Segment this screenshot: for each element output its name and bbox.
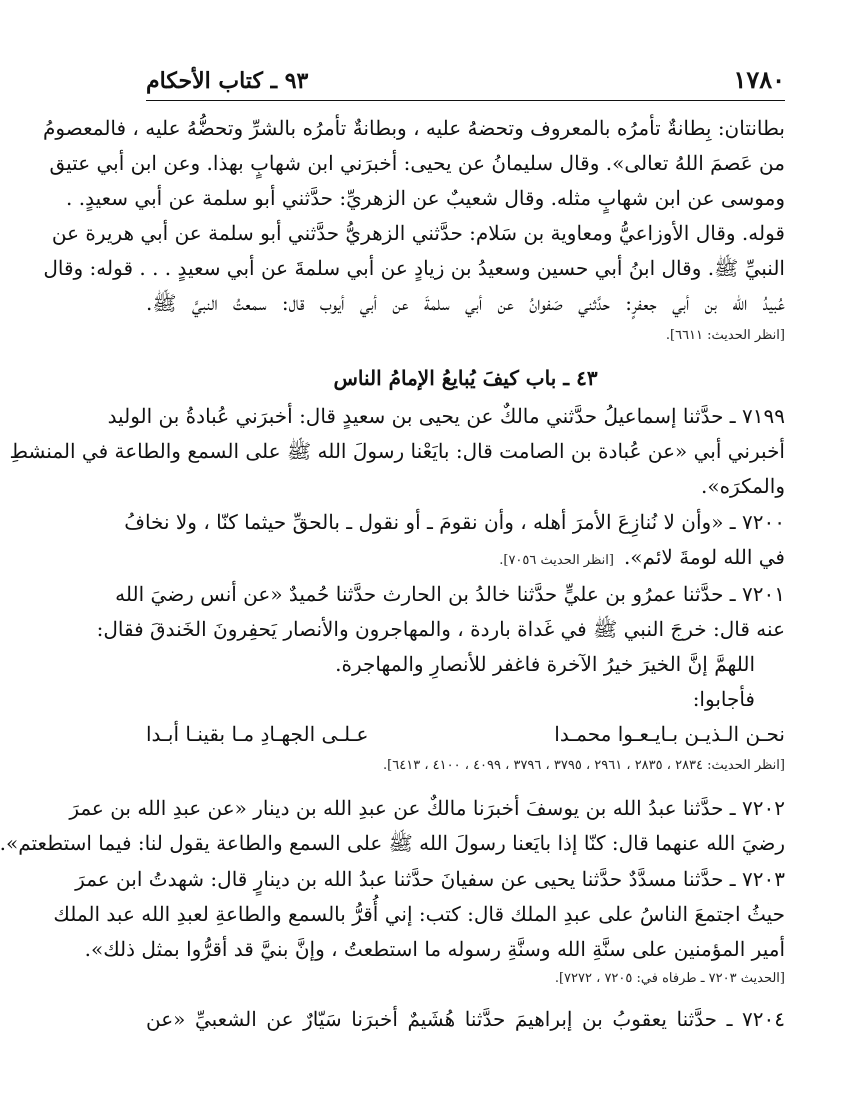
text-line: رضيَ الله عنهما قال: كنّا إذا بايَعنا رسولَ الله ﷺ على السمع والطاعة يقول لنا: فيما استطعتم». [0,831,785,855]
text-line: قوله. وقال الأوزاعيُّ ومعاوية بن سَلام: حدَّثني الزهريُّ حدَّثني أبو سلمة عن أبي هريرة عن [51,221,785,245]
text-line: حيثُ اجتمعَ الناسُ على عبدِ الملك قال: كتب: إني أُقرُّ بالسمع والطاعةِ لعبدِ الله عبد الملك [53,902,785,926]
hadith-7199 [9,399,785,504]
intro-paragraph [43,111,785,321]
text-line: في الله لومةَ لائم». [623,545,785,569]
text-line: ٧٢٠٠ ـ «وأن لا نُنازِعَ الأمرَ أهله ، وأن نقومَ ـ أو نقول ـ بالحقِّ حيثما كنّا ، ولا نخافُ [124,510,785,534]
chapter-heading: ٩٣ ـ كتاب الأحكام [146,68,309,94]
text-line: وموسى عن ابن شهابٍ مثله. وقال شعيبٌ عن الزهريِّ: حدَّثني أبو سلمة عن أبي سعيدٍ. . [66,186,785,210]
poem-verse [146,717,785,752]
text-line: فأجابوا: [692,687,755,711]
poem-hemistich-right: نحـن الـذيـن بـايـعـوا محمـدا [554,722,785,746]
text-line: ٧١٩٩ ـ حدَّثنا إسماعيلُ حدَّثني مالكٌ عن يحيى بن سعيدٍ قال: أخبرَني عُبادةُ بن الوليد [107,404,785,428]
page-header [146,60,785,101]
text-line: أخبرني أبي «عن عُبادة بن الصامت قال: بايَعْنا رسولَ الله ﷺ على السمع والطاعة في المنشطِ [9,439,785,463]
poem-hemistich-left: عـلـى الجهـادِ مـا بقينـا أبـدا [146,722,369,746]
chapter-title: ٤٣ ـ باب كيفَ يُبايعُ الإمامُ الناس [333,366,598,390]
hadith-7200 [124,505,785,575]
reference-note: [انظر الحديث ٧٠٥٦]. [499,553,614,568]
hadith-7203 [53,862,785,967]
text-line: عُبيدُ الله بن أبي جعفرٍ: حدَّثني صَفوانُ عن أبي سلمةَ عن أبي أيوب قال: سمعتُ النبيَّ ﷺ. [146,291,785,315]
text-line: عنه قال: خرجَ النبي ﷺ في غَداة باردة ، والمهاجرون والأنصار يَحفِرونَ الخَندقَ فقال: [96,617,785,641]
text-line: النبيِّ ﷺ. وقال ابنُ أبي حسين وسعيدُ بن زيادٍ عن أبي سلمةَ عن أبي سعيدٍ . . . قوله: وقال [43,256,785,280]
text-line: أمير المؤمنين على سنَّةِ الله وسنَّةِ رسوله ما استطعتُ ، وإنَّ بنيَّ قد أقرُّوا بمثل ذلك». [84,937,785,961]
text-line: ٧٢٠١ ـ حدَّثنا عمرُو بن عليٍّ حدَّثنا خالدُ بن الحارث حدَّثنا حُميدٌ «عن أنس رضيَ الله [115,582,785,606]
hadith-7202 [0,791,785,861]
hadith-7201 [96,577,785,752]
reference-note: [انظر الحديث: ٦٦١١]. [665,328,785,343]
text-line: بطانتان: بِطانةٌ تأمرُه بالمعروف وتحضهُ عليه ، وبطانةٌ تأمرُه بالشرِّ وتحضُّهُ عليه ، فالمعصومُ [43,116,785,140]
text-line: ٧٢٠٢ ـ حدَّثنا عبدُ الله بن يوسفَ أخبرَنا مالكٌ عن عبدِ الله بن دينار «عن عبدِ الله بن عمرَ [69,796,785,820]
text-line: ٧٢٠٤ ـ حدَّثنا يعقوبُ بن إبراهيمَ حدَّثنا هُشَيمٌ أخبرَنا سَيّارٌ عن الشعبيِّ «عن [146,1007,785,1031]
page-number: ١٧٨٠ [733,65,785,94]
text-line: ٧٢٠٣ ـ حدَّثنا مسدَّدٌ حدَّثنا يحيى عن سفيانَ حدَّثنا عبدُ الله بن دينارٍ قال: شهدتُ ابن عمرَ [75,867,785,891]
reference-note: [انظر الحديث: ٢٨٣٤ ، ٢٨٣٥ ، ٢٩٦١ ، ٣٧٩٥ ، ٣٧٩٦ ، ٤٠٩٩ ، ٤١٠٠ ، ٦٤١٣]. [383,758,785,773]
text-line: اللهمَّ إنَّ الخيرَ خيرُ الآخرة فاغفر للأنصارِ والمهاجرة. [335,652,755,676]
text-line-with-note [146,540,785,575]
reference-note: [الحديث ٧٢٠٣ ـ طرفاه في: ٧٢٠٥ ، ٧٢٧٢]. [554,971,785,986]
text-line: من عَصمَ اللهُ تعالى». وقال سليمانُ عن يحيى: أخبرَني ابن شهابٍ بهذا. وعن ابن أبي عتيق [49,151,785,175]
hadith-7204 [146,1002,785,1037]
text-line: والمكرَه». [700,474,785,498]
